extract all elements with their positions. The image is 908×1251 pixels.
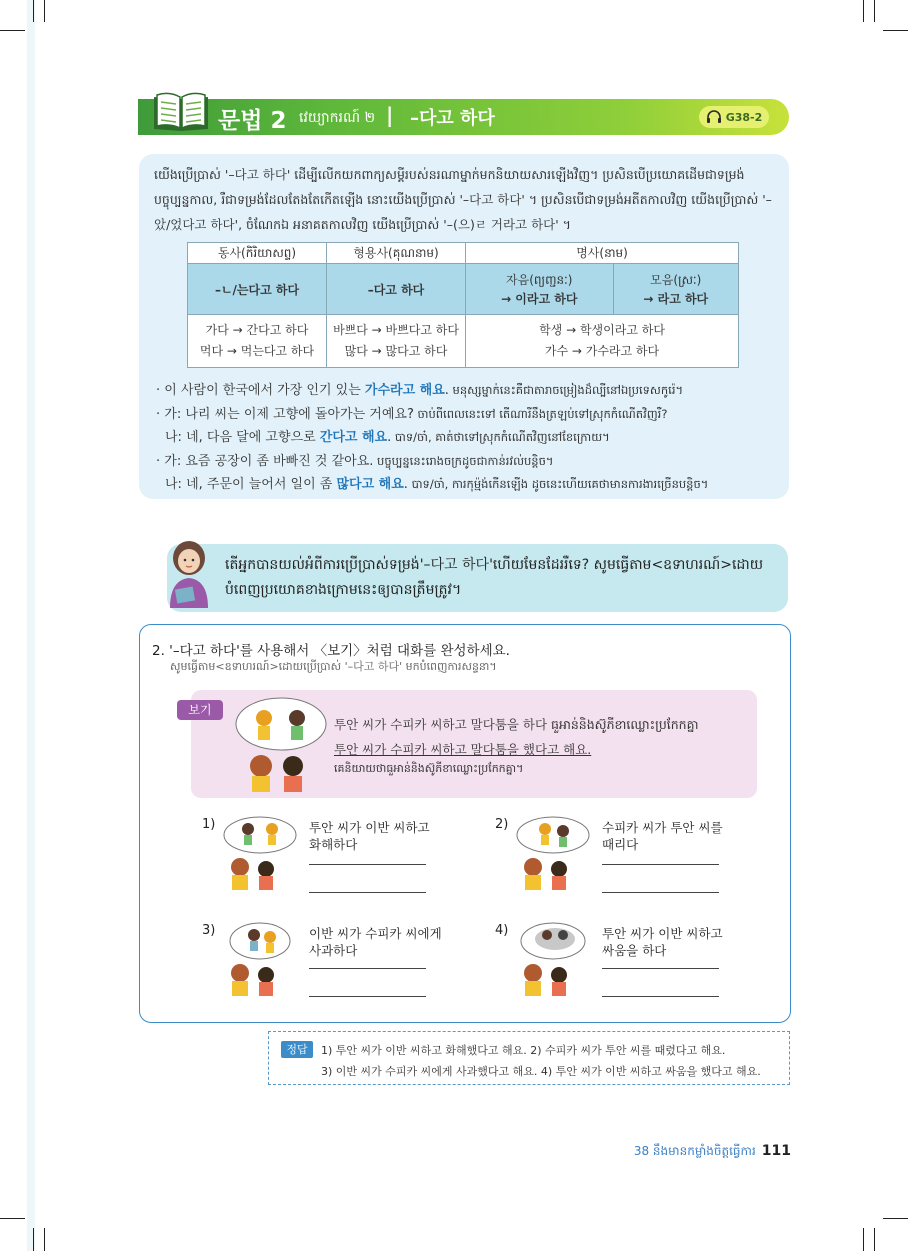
verb-example: 먹다 → 먹는다고 하다 [199, 344, 315, 358]
item-illustration [218, 919, 298, 997]
table-header-adjective: 형용사(គុណនាម) [327, 243, 466, 264]
crop-mark [863, 0, 864, 22]
comprehension-question: តើអ្នកបានយល់អំពីការប្រើប្រាស់ទម្រង់'–다고 하다'ហើយមែនដែររឺទេ? សូមធ្វើតាម<ឧទាហរណ៍>ដោយបំពេញប្រយោគខាងក្រោមនេះឲ្យបានត្រឹមត្រូវ។ [225, 557, 764, 598]
item-number: 4) [495, 923, 509, 938]
exercise-item [202, 817, 502, 907]
item-illustration [511, 919, 591, 997]
adjective-example: 바쁘다 → 바쁘다고 하다 [333, 323, 459, 337]
item-number: 3) [202, 923, 216, 938]
vowel-label: 모음(ស្រៈ) [650, 273, 702, 287]
consonant-label: 자음(ព្យញ្ជនៈ) [506, 273, 573, 287]
exercise-box [139, 624, 791, 1023]
grammar-title: 문법 2 [218, 108, 287, 134]
item-prompt-line: 사과하다 [309, 943, 358, 958]
example-sentence: · 가: 나리 씨는 이제 고향에 돌아가는 거예요? ចាប់ពីពេលនេះទៅ តើណារីនឹងត្រឡប់ទៅស្រុកកំណើតវិញរឺ? [156, 406, 668, 422]
section-header [138, 99, 789, 135]
crop-mark [0, 30, 25, 31]
exercise-item [495, 923, 795, 1013]
item-prompt-line: 수피카 씨가 투안 씨를 [602, 820, 723, 835]
item-prompt-line: 싸움을 하다 [602, 943, 667, 958]
table-rule-consonant [466, 264, 614, 315]
example-prompt: 투안 씨가 수피카 씨하고 말다툼을 하다 ធួអាន់និងស៊ូភីខាឈ្លោះប្រកែកគ្នា [334, 717, 699, 732]
item-prompt [602, 925, 752, 959]
example-label: 보기 [177, 700, 223, 720]
item-prompt-line: 투안 씨가 이반 씨하고 [602, 926, 723, 941]
item-prompt [602, 819, 752, 853]
exercise-item [202, 923, 502, 1013]
page-number: 111 [761, 1143, 791, 1159]
example-sentence: 나: 네, 다음 달에 고향으로 간다고 해요. បាទ/ចា៎, គាត់ថាទៅស្រុកកំណើតវិញនៅខែក្រោយ។ [165, 430, 610, 445]
grammar-subtitle: វេយ្យាករណ៍ ២ [299, 110, 376, 126]
crop-mark [44, 0, 45, 22]
crop-mark [874, 1228, 875, 1251]
answer-key-label: 정답 [281, 1041, 313, 1058]
answer-key-box [268, 1031, 790, 1085]
exercise-title: 2. '–다고 하다'를 사용해서 〈보기〉처럼 대화를 완성하세요. [152, 643, 510, 659]
answer-blank[interactable] [309, 968, 426, 969]
item-illustration [511, 813, 591, 891]
grammar-topic: –다고 하다 [410, 108, 495, 129]
page-footer [634, 1143, 791, 1161]
example-illustration [231, 694, 331, 794]
answer-blank[interactable] [602, 864, 719, 865]
page-edge-strip [27, 0, 35, 1251]
grammar-explanation-box [139, 154, 789, 499]
item-prompt [309, 819, 459, 853]
table-rule-vowel [613, 264, 738, 315]
example-panel [188, 690, 757, 798]
table-rule-verb: –ㄴ/는다고 하다 [188, 264, 327, 315]
table-header-verb: 동사(កិរិយាសព្ទ) [188, 243, 327, 264]
crop-mark [883, 1218, 908, 1219]
exercise-subtitle: សូមធ្វើតាម<ឧទាហរណ៍>ដោយប្រើប្រាស់ '–다고 하다' មកបំពេញការសន្ទនា។ [170, 660, 497, 673]
verb-example: 가다 → 간다고 하다 [205, 323, 309, 337]
crop-mark [44, 1228, 45, 1251]
crop-mark [0, 1218, 25, 1219]
answer-blank[interactable] [309, 892, 426, 893]
item-number: 2) [495, 817, 509, 832]
answer-blank[interactable] [602, 996, 719, 997]
noun-example: 가수 → 가수라고 하다 [544, 344, 660, 358]
table-adjective-examples [327, 315, 466, 368]
header-separator: | [386, 103, 394, 127]
table-rule-adjective: –다고 하다 [327, 264, 466, 315]
chapter-title: 38 នឹងមានកម្លាំងចិត្តធ្វើការ [633, 1144, 756, 1158]
grammar-explanation: យើងប្រើប្រាស់ '–다고 하다' ដើម្បីលើកយកពាក្យសម្ដីរបស់នរណាម្នាក់មកនិយាយសារឡើងវិញ។ ប្រសិនបើប្រយោគដើមជាទម្រង់បច្ចុប្បន្នកាល, រឺជាទម្រង់ដែលតែងតែកើតឡើង នោះយើងប្រើប្រាស់ '–다고 하다' ។ ប្រសិនបើជាទម្រង់អតីតកាលវិញ យើងប្រើប្រាស់ '–았/었다고 하다', ចំណែកឯ អនាគតកាលវិញ យើងប្រើប្រាស់ '–(으)ㄹ 거라고 하다' ។ [154, 167, 772, 232]
crop-mark [883, 30, 908, 31]
teacher-illustration [160, 536, 220, 608]
consonant-form: → 이라고 하다 [501, 292, 578, 306]
item-illustration [218, 813, 298, 891]
crop-mark [863, 1228, 864, 1251]
example-sentence: · 가: 요즘 공장이 좀 바빠진 것 같아요. បច្ចុប្បន្ននេះរោងចក្រដូចជាកាន់រវល់បន្តិច។ [156, 453, 554, 469]
answer-blank[interactable] [602, 968, 719, 969]
audio-code: G38-2 [725, 110, 763, 124]
answer-blank[interactable] [309, 996, 426, 997]
crop-mark [874, 0, 875, 22]
comprehension-question-bubble [167, 544, 788, 612]
table-noun-examples [466, 315, 739, 368]
example-sentence: · 이 사람이 한국에서 가장 인기 있는 가수라고 해요. មនុស្សម្នាក់នេះគឺជាតារាចម្រៀងដ៏ល្បីនៅឯប្រទេសកូរ៉េ។ [156, 383, 684, 398]
crop-mark [33, 0, 34, 22]
crop-mark [33, 1228, 34, 1251]
item-prompt [309, 925, 459, 959]
item-number: 1) [202, 817, 216, 832]
example-sentence: 나: 네, 주문이 늘어서 일이 좀 많다고 해요. បាទ/ចា៎, ការកុម្ម៉ង់កើនឡើង ដូចនេះហើយគេថាមានការងារច្រើនបន្តិច។ [165, 477, 709, 492]
headphones-icon [706, 110, 722, 124]
noun-example: 학생 → 학생이라고 하다 [539, 323, 665, 337]
answer-blank[interactable] [309, 864, 426, 865]
table-header-noun: 명사(នាម) [466, 243, 739, 264]
table-verb-examples [188, 315, 327, 368]
audio-track-button[interactable] [699, 106, 769, 128]
open-book-icon [152, 91, 210, 133]
vowel-form: → 라고 하다 [643, 292, 709, 306]
conjugation-table [187, 242, 739, 368]
example-sentences [156, 379, 776, 497]
item-prompt-line: 화해하다 [309, 837, 358, 852]
answer-key-line: 1) 투안 씨가 이반 씨하고 화해했다고 해요. 2) 수피카 씨가 투안 씨를 때렸다고 해요. [321, 1044, 726, 1057]
answer-blank[interactable] [602, 892, 719, 893]
example-translation: គេនិយាយថាធួអាន់និងស៊ូភីខាឈ្លោះប្រកែកគ្នា។ [334, 762, 524, 775]
item-prompt-line: 때리다 [602, 837, 639, 852]
adjective-example: 많다 → 많다고 하다 [344, 344, 448, 358]
item-prompt-line: 투안 씨가 이반 씨하고 [309, 820, 430, 835]
example-answer: 투안 씨가 수피카 씨하고 말다툼을 했다고 해요. [334, 742, 592, 757]
answer-key-line: 3) 이반 씨가 수피카 씨에게 사과했다고 해요. 4) 투안 씨가 이반 씨하고 싸움을 했다고 해요. [321, 1065, 761, 1078]
item-prompt-line: 이반 씨가 수피카 씨에게 [309, 926, 442, 941]
exercise-item [495, 817, 795, 907]
